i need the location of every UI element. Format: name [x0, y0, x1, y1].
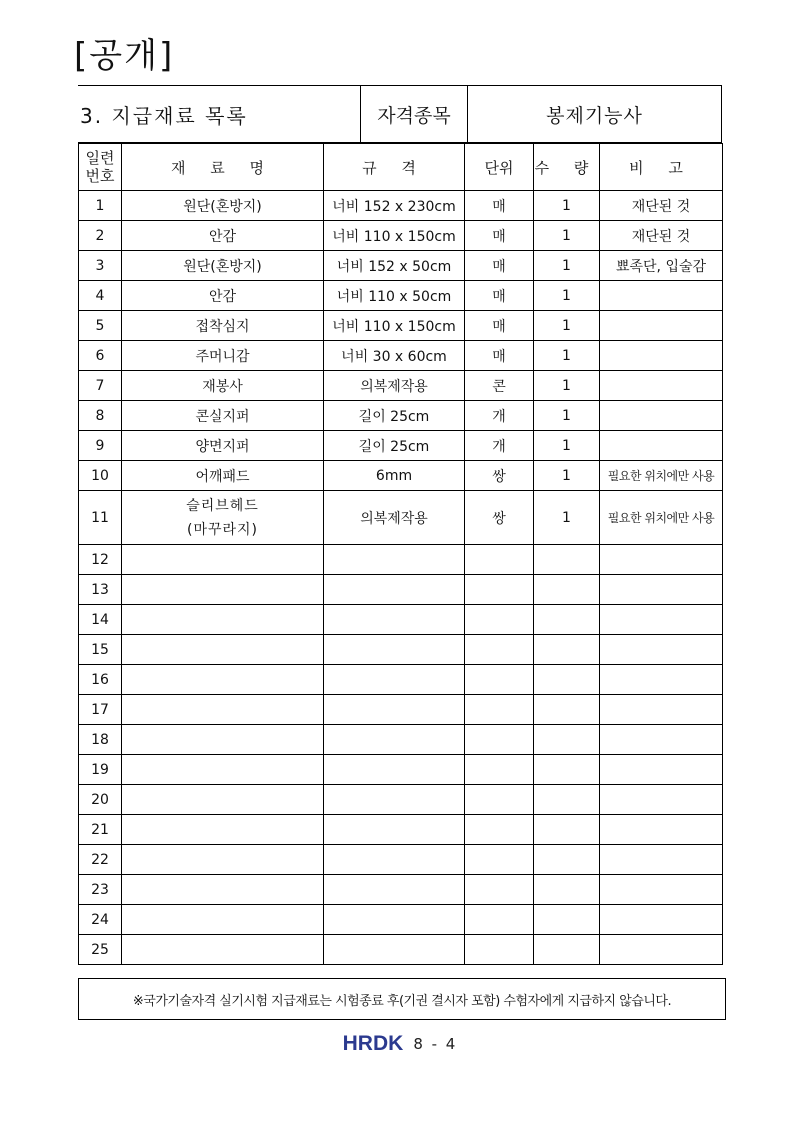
table-row — [79, 785, 723, 815]
cell-unit: 매 — [465, 251, 534, 281]
cell-unit — [465, 635, 534, 665]
cell-material-name: 콘실지퍼 — [122, 401, 324, 431]
cell-quantity — [534, 575, 600, 605]
cell-spec: 너비 152 x 230cm — [324, 191, 465, 221]
table-row — [79, 695, 723, 725]
cell-spec — [324, 875, 465, 905]
qualification-field-value: 봉제기능사 — [546, 104, 643, 127]
cell-material-name: 접착심지 — [122, 311, 324, 341]
cell-material-name — [122, 845, 324, 875]
table-row — [79, 461, 723, 491]
cell-quantity — [534, 695, 600, 725]
page-footer — [0, 1032, 800, 1056]
cell-unit: 매 — [465, 191, 534, 221]
cell-spec: 6mm — [324, 461, 465, 491]
table-row — [79, 935, 723, 965]
cell-spec — [324, 575, 465, 605]
cell-material-name — [122, 755, 324, 785]
cell-spec — [324, 545, 465, 575]
table-header-row — [79, 144, 723, 191]
cell-serial: 9 — [79, 431, 122, 461]
cell-unit — [465, 605, 534, 635]
cell-serial: 23 — [79, 875, 122, 905]
table-row — [79, 311, 723, 341]
table-row — [79, 431, 723, 461]
cell-quantity: 1 — [534, 461, 600, 491]
cell-serial: 4 — [79, 281, 122, 311]
cell-quantity — [534, 935, 600, 965]
cell-spec: 너비 110 x 150cm — [324, 221, 465, 251]
table-row — [79, 575, 723, 605]
table-row — [79, 635, 723, 665]
column-header-serial: 일련 번호 — [79, 144, 122, 191]
cell-unit: 개 — [465, 431, 534, 461]
cell-material-name — [122, 665, 324, 695]
cell-spec — [324, 755, 465, 785]
cell-unit — [465, 575, 534, 605]
cell-unit: 개 — [465, 401, 534, 431]
column-header-spec: 규 격 — [324, 144, 465, 191]
cell-serial: 14 — [79, 605, 122, 635]
cell-spec — [324, 725, 465, 755]
cell-quantity — [534, 725, 600, 755]
cell-unit: 매 — [465, 281, 534, 311]
cell-quantity — [534, 635, 600, 665]
cell-serial: 19 — [79, 755, 122, 785]
cell-material-name: 안감 — [122, 221, 324, 251]
table-row — [79, 251, 723, 281]
cell-quantity — [534, 785, 600, 815]
cell-unit — [465, 935, 534, 965]
cell-material-name — [122, 605, 324, 635]
cell-remarks — [600, 575, 723, 605]
qualification-field-label: 자격종목 — [361, 86, 468, 142]
cell-quantity: 1 — [534, 401, 600, 431]
cell-remarks — [600, 755, 723, 785]
table-row — [79, 755, 723, 785]
cell-remarks: 뾰족단, 입술감 — [600, 251, 723, 281]
table-row — [79, 371, 723, 401]
table-row — [79, 875, 723, 905]
cell-serial: 16 — [79, 665, 122, 695]
cell-serial: 21 — [79, 815, 122, 845]
cell-serial: 20 — [79, 785, 122, 815]
cell-unit: 매 — [465, 341, 534, 371]
cell-material-name: 원단(혼방지) — [122, 191, 324, 221]
cell-serial: 12 — [79, 545, 122, 575]
cell-serial: 22 — [79, 845, 122, 875]
table-row — [79, 725, 723, 755]
hrdk-logo: HRDK — [342, 1032, 404, 1055]
cell-serial: 7 — [79, 371, 122, 401]
table-row — [79, 665, 723, 695]
cell-serial: 8 — [79, 401, 122, 431]
cell-material-name — [122, 815, 324, 845]
cell-material-name: 원단(혼방지) — [122, 251, 324, 281]
cell-unit — [465, 785, 534, 815]
cell-remarks — [600, 545, 723, 575]
cell-remarks — [600, 905, 723, 935]
section-title: 3. 지급재료 목록 — [78, 86, 361, 142]
cell-serial: 18 — [79, 725, 122, 755]
cell-unit: 콘 — [465, 371, 534, 401]
cell-material-name — [122, 935, 324, 965]
cell-remarks — [600, 605, 723, 635]
cell-spec: 너비 30 x 60cm — [324, 341, 465, 371]
cell-material-name: 재봉사 — [122, 371, 324, 401]
cell-quantity — [534, 545, 600, 575]
cell-unit: 쌍 — [465, 461, 534, 491]
document-classification-label: [공개] — [74, 36, 175, 76]
table-row — [79, 221, 723, 251]
cell-unit — [465, 755, 534, 785]
cell-spec — [324, 665, 465, 695]
cell-serial: 24 — [79, 905, 122, 935]
cell-spec — [324, 935, 465, 965]
cell-spec — [324, 605, 465, 635]
cell-quantity: 1 — [534, 281, 600, 311]
cell-material-name: 양면지퍼 — [122, 431, 324, 461]
cell-spec: 너비 152 x 50cm — [324, 251, 465, 281]
cell-spec: 길이 25cm — [324, 431, 465, 461]
cell-serial: 13 — [79, 575, 122, 605]
cell-spec: 너비 110 x 50cm — [324, 281, 465, 311]
cell-quantity — [534, 605, 600, 635]
cell-serial: 17 — [79, 695, 122, 725]
column-header-unit: 단위 — [465, 144, 534, 191]
cell-material-name — [122, 875, 324, 905]
cell-spec — [324, 785, 465, 815]
cell-remarks: 재단된 것 — [600, 191, 723, 221]
page-number: 8 - 4 — [413, 1035, 458, 1053]
cell-spec — [324, 905, 465, 935]
cell-unit — [465, 725, 534, 755]
cell-quantity: 1 — [534, 341, 600, 371]
cell-quantity: 1 — [534, 491, 600, 545]
cell-quantity — [534, 875, 600, 905]
cell-unit — [465, 665, 534, 695]
cell-remarks — [600, 401, 723, 431]
cell-quantity: 1 — [534, 191, 600, 221]
cell-material-name: 슬리브헤드 (마꾸라지) — [122, 491, 324, 545]
materials-table — [78, 143, 723, 965]
cell-material-name — [122, 695, 324, 725]
cell-material-name: 안감 — [122, 281, 324, 311]
cell-unit: 매 — [465, 221, 534, 251]
cell-material-name — [122, 635, 324, 665]
cell-quantity — [534, 845, 600, 875]
cell-unit — [465, 815, 534, 845]
cell-unit — [465, 905, 534, 935]
column-header-material-name: 재 료 명 — [122, 144, 324, 191]
cell-unit — [465, 845, 534, 875]
cell-remarks — [600, 371, 723, 401]
cell-quantity — [534, 815, 600, 845]
cell-remarks — [600, 635, 723, 665]
cell-remarks — [600, 281, 723, 311]
cell-spec — [324, 695, 465, 725]
cell-spec — [324, 815, 465, 845]
cell-serial: 3 — [79, 251, 122, 281]
cell-remarks — [600, 311, 723, 341]
table-row — [79, 845, 723, 875]
cell-serial: 1 — [79, 191, 122, 221]
table-row — [79, 401, 723, 431]
cell-remarks — [600, 935, 723, 965]
cell-remarks: 필요한 위치에만 사용 — [600, 461, 723, 491]
cell-serial: 11 — [79, 491, 122, 545]
cell-unit — [465, 695, 534, 725]
cell-serial: 10 — [79, 461, 122, 491]
cell-quantity: 1 — [534, 371, 600, 401]
cell-spec: 너비 110 x 150cm — [324, 311, 465, 341]
cell-remarks — [600, 815, 723, 845]
cell-quantity: 1 — [534, 311, 600, 341]
footer-notice: ※국가기술자격 실기시험 지급재료는 시험종료 후(기권 결시자 포함) 수험자에게 지급하지 않습니다. — [78, 978, 726, 1020]
table-row — [79, 905, 723, 935]
table-body — [79, 191, 723, 965]
table-row — [79, 191, 723, 221]
cell-serial: 2 — [79, 221, 122, 251]
cell-spec: 의복제작용 — [324, 371, 465, 401]
table-row — [79, 281, 723, 311]
cell-quantity: 1 — [534, 221, 600, 251]
header-box — [78, 85, 722, 143]
cell-remarks — [600, 875, 723, 905]
cell-serial: 5 — [79, 311, 122, 341]
table-row — [79, 491, 723, 545]
cell-quantity — [534, 665, 600, 695]
cell-material-name: 어깨패드 — [122, 461, 324, 491]
cell-spec: 의복제작용 — [324, 491, 465, 545]
cell-spec — [324, 635, 465, 665]
cell-material-name — [122, 575, 324, 605]
cell-remarks — [600, 341, 723, 371]
cell-remarks: 필요한 위치에만 사용 — [600, 491, 723, 545]
cell-quantity: 1 — [534, 251, 600, 281]
cell-quantity: 1 — [534, 431, 600, 461]
cell-unit: 매 — [465, 311, 534, 341]
cell-serial: 25 — [79, 935, 122, 965]
cell-quantity — [534, 905, 600, 935]
cell-serial: 6 — [79, 341, 122, 371]
column-header-quantity: 수 량 — [534, 144, 600, 191]
cell-remarks — [600, 785, 723, 815]
cell-remarks — [600, 725, 723, 755]
table-row — [79, 815, 723, 845]
cell-unit — [465, 875, 534, 905]
column-header-remarks: 비 고 — [600, 144, 723, 191]
cell-serial: 15 — [79, 635, 122, 665]
cell-spec — [324, 845, 465, 875]
cell-remarks — [600, 431, 723, 461]
cell-material-name: 주머니감 — [122, 341, 324, 371]
cell-spec: 길이 25cm — [324, 401, 465, 431]
cell-remarks: 재단된 것 — [600, 221, 723, 251]
cell-material-name — [122, 545, 324, 575]
table-row — [79, 605, 723, 635]
cell-material-name — [122, 725, 324, 755]
cell-unit: 쌍 — [465, 491, 534, 545]
table-row — [79, 341, 723, 371]
cell-remarks — [600, 695, 723, 725]
table-row — [79, 545, 723, 575]
cell-unit — [465, 545, 534, 575]
cell-remarks — [600, 845, 723, 875]
cell-remarks — [600, 665, 723, 695]
cell-material-name — [122, 905, 324, 935]
cell-quantity — [534, 755, 600, 785]
cell-material-name — [122, 785, 324, 815]
